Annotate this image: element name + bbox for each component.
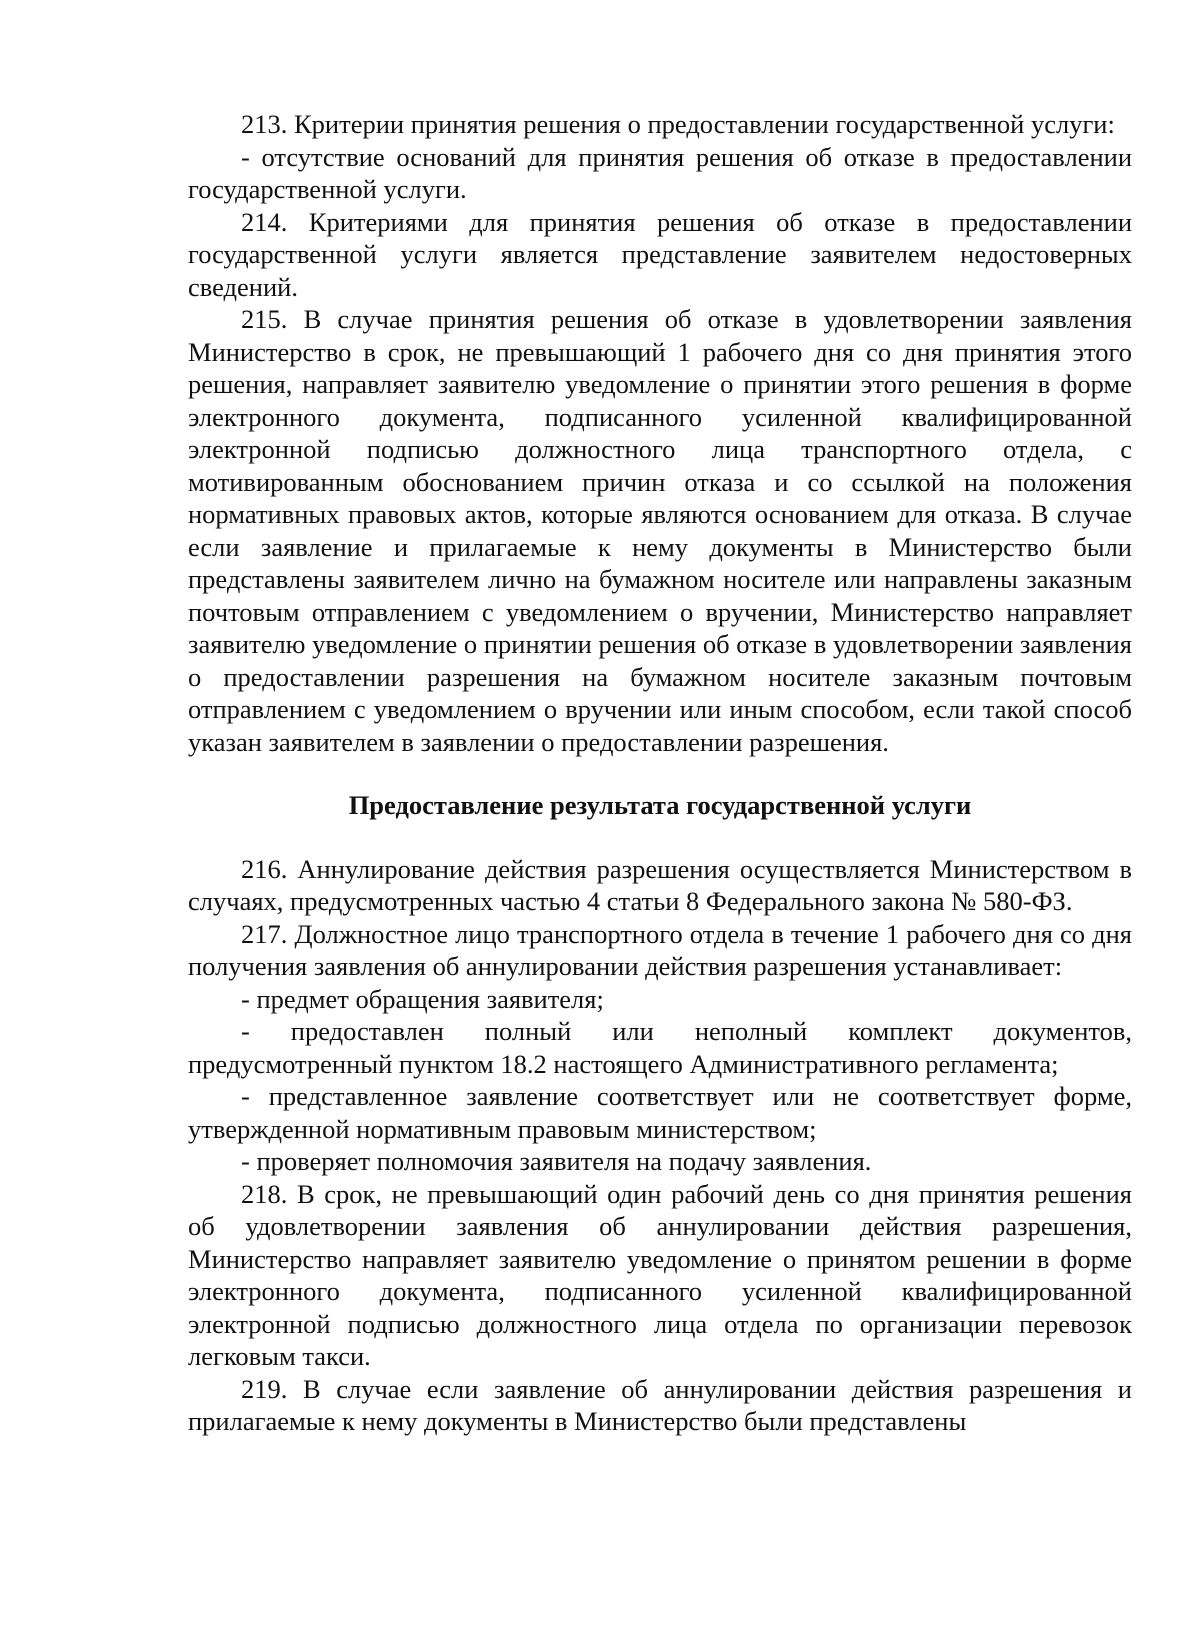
paragraph-214: 214. Критериями для принятия решения об отказе в предоставлении государственной услуги является представление заявителем недостоверных сведений. [188, 206, 1132, 302]
paragraph-217-item-1: - предмет обращения заявителя; [241, 983, 604, 1014]
section-heading: Предоставление результата государственной услуги [348, 790, 972, 820]
paragraph-213: 213. Критерии принятия решения о предоставлении государственной услуги: [241, 109, 1115, 139]
paragraph-216: 216. Аннулирование действия разрешения осуществляется Министерством в случаях, предусмотренных частью 4 статьи 8 Федерального закона № 580-ФЗ. [188, 853, 1132, 916]
paragraph-217: 217. Должностное лицо транспортного отдела в течение 1 рабочего дня со дня получения заявления об аннулировании действия разрешения устанавливает: [188, 918, 1132, 981]
document-page [188, 108, 1132, 1438]
paragraph-218: 218. В срок, не превышающий один рабочий день со дня принятия решения об удовлетворении заявления об аннулировании действия разрешения, Министерство направляет заявителю уведомление о принятом решении в форме электронного документа, подписанного усиленной квалифицированной электронной подписью должностного лица отдела по организации перевозок легковым такси. [188, 1178, 1132, 1371]
paragraph-213-item: - отсутствие оснований для принятия решения об отказе в предоставлении государственной услуги. [188, 141, 1132, 204]
paragraph-217-item-3: - представленное заявление соответствует или не соответствует форме, утвержденной нормативным правовым министерством; [188, 1081, 1132, 1144]
paragraph-217-item-2: - предоставлен полный или неполный комплект документов, предусмотренный пунктом 18.2 настоящего Административного регламента; [188, 1016, 1132, 1079]
paragraph-217-item-4: - проверяет полномочия заявителя на подачу заявления. [241, 1146, 872, 1176]
paragraph-219: 219. В случае если заявление об аннулировании действия разрешения и прилагаемые к нему документы в Министерство были представлены [188, 1373, 1132, 1436]
paragraph-215: 215. В случае принятия решения об отказе в удовлетворении заявления Министерство в срок, не превышающий 1 рабочего дня со дня принятия этого решения, направляет заявителю уведомление о принятии этого решения в форме электронного документа, подписанного усиленной квалифицированной электронной подписью должностного лица транспортного отдела, с мотивированным обоснованием причин отказа и со ссылкой на положения нормативных правовых актов, которые являются основанием для отказа. В случае если заявление и прилагаемые к нему документы в Министерство были представлены заявителем лично на бумажном носителе или направлены заказным почтовым отправлением с уведомлением о вручении, Министерство направляет заявителю уведомление о принятии решения об отказе в удовлетворении заявления о предоставлении разрешения на бумажном носителе заказным почтовым отправлением с уведомлением о вручении или иным способом, если такой способ указан заявителем в заявлении о предоставлении разрешения. [188, 304, 1132, 757]
